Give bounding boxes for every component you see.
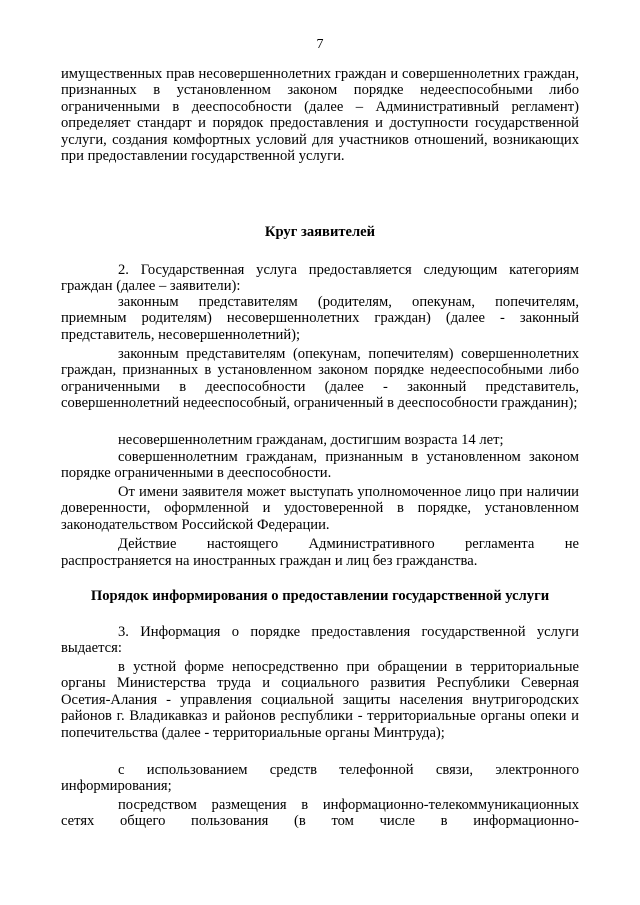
informing-paragraph-4: посредством размещения в информационно-телекоммуникационных сетях общего пользования (в том числе в информационно-: [61, 797, 579, 830]
informing-paragraph-1: 3. Информация о порядке предоставления государственной услуги выдается:: [61, 624, 579, 657]
intro-paragraph: имущественных прав несовершеннолетних граждан и совершеннолетних граждан, признанных в установленном законом порядке недееспособными либо ограниченными в дееспособности (далее – Административный регламент) определяет стандарт и порядок предоставления и доступности государственной услуги, создания комфортных условий для участников отношений, возникающих при предоставлении государственной услуги.: [61, 66, 579, 165]
section-heading-informing: Порядок информирования о предоставлении государственной услуги: [90, 588, 550, 604]
applicants-paragraph-4: несовершеннолетним гражданам, достигшим возраста 14 лет;: [118, 432, 504, 448]
page-number: 7: [316, 37, 324, 52]
applicants-paragraph-7-line-2: распространяется на иностранных граждан и лиц без гражданства.: [61, 553, 478, 569]
section-heading-applicants: Круг заявителей: [264, 224, 376, 240]
applicants-paragraph-5: совершеннолетним гражданам, признанным в установленном законом порядке ограниченными в дееспособности.: [61, 449, 579, 482]
applicants-paragraph-6: От имени заявителя может выступать уполномоченное лицо при наличии доверенности, оформленной и удостоверенной в порядке, установленном законодательством Российской Федерации.: [61, 484, 579, 533]
applicants-paragraph-3: законным представителям (опекунам, попечителям) совершеннолетних граждан, признанных в установленном законом порядке недееспособными либо ограниченными в дееспособности (далее - законный представитель, совершеннолетний недееспособный, ограниченный в дееспособности гражданин);: [61, 346, 579, 412]
informing-paragraph-2: в устной форме непосредственно при обращении в территориальные органы Министерства труда и социального развития Республики Северная Осетия-Алания - управления социальной защиты населения внутригородских районов г. Владикавказ и районов республики - территориальные органы опеки и попечительства (далее - территориальные органы Минтруда);: [61, 659, 579, 741]
applicants-paragraph-1: 2. Государственная услуга предоставляется следующим категориям граждан (далее – заявители):: [61, 262, 579, 295]
applicants-paragraph-2: законным представителям (родителям, опекунам, попечителям, приемным родителям) несовершеннолетних граждан) (далее - законный представитель, несовершеннолетний);: [61, 294, 579, 343]
applicants-paragraph-7-line-1: Действие настоящего Административного регламента не: [118, 536, 579, 552]
informing-paragraph-3: с использованием средств телефонной связи, электронного информирования;: [61, 762, 579, 795]
